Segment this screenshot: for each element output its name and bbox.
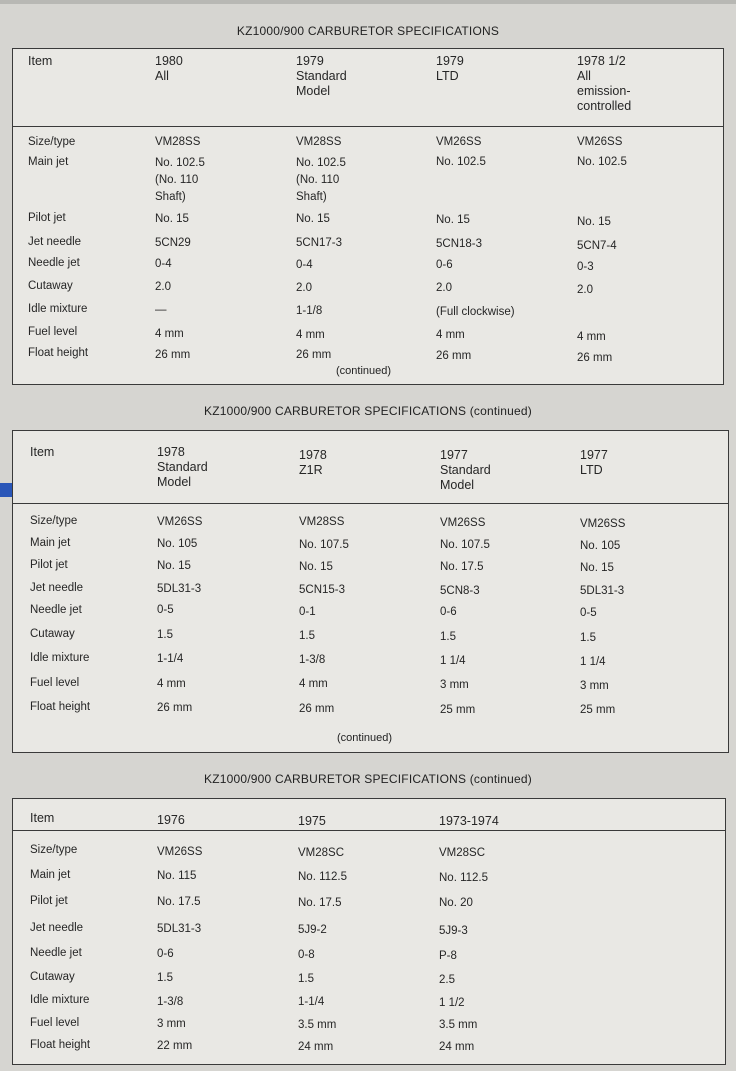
- table-3-cell: No. 17.5: [157, 896, 201, 908]
- table-2-cell: 5CN15-3: [299, 584, 346, 596]
- table-3: [12, 798, 726, 1065]
- table-3-row-label: Needle jet: [30, 947, 82, 959]
- table-1-cell: No. 102.5 (No. 110 Shaft): [155, 157, 205, 203]
- table-2-cell: VM28SS: [299, 516, 345, 528]
- table-2-cell: 0-5: [157, 604, 174, 616]
- table-2-cell: No. 15: [299, 561, 333, 573]
- table-1-cell: 5CN18-3: [436, 238, 483, 250]
- table-1-continued-note: (continued): [336, 365, 392, 377]
- table-1-cell: No. 15: [436, 214, 470, 226]
- table-2-cell: 3 mm: [580, 680, 609, 692]
- table-1-cell: No. 15: [155, 213, 189, 225]
- table-1-cell: 0-4: [296, 259, 313, 271]
- table-1-cell: 26 mm: [296, 349, 332, 361]
- table-3-row-label: Float height: [30, 1039, 91, 1051]
- table-3-cell: 22 mm: [157, 1040, 193, 1052]
- table-2-cell: 1 1/4: [440, 655, 466, 667]
- table-1-cell: VM26SS: [436, 136, 482, 148]
- table-1-cell: No. 15: [577, 216, 611, 228]
- table-3-row-label: Cutaway: [30, 971, 75, 983]
- table-2-cell: VM26SS: [157, 516, 203, 528]
- table-2-cell: 4 mm: [157, 678, 186, 690]
- table-2-row-label: Fuel level: [30, 677, 80, 689]
- table-3-row-label: Main jet: [30, 869, 71, 881]
- table-1-cell: 2.0: [155, 281, 171, 293]
- table-1-row-label: Main jet: [28, 156, 69, 168]
- table-2-row-label: Cutaway: [30, 628, 75, 640]
- table-2-row-label: Jet needle: [30, 582, 84, 594]
- table-1-cell: No. 102.5: [436, 156, 486, 168]
- table-3-cell: 1 1/2: [439, 997, 465, 1009]
- table-3-cell: 24 mm: [439, 1041, 475, 1053]
- table-2-row-label: Pilot jet: [30, 559, 68, 571]
- table-3-cell: P-8: [439, 950, 457, 962]
- table-1-cell: 4 mm: [436, 329, 465, 341]
- table-3-cell: 3.5 mm: [298, 1019, 337, 1031]
- table-1-header-col: 1978 1/2 All emission- controlled: [577, 54, 632, 113]
- table-1-cell: 26 mm: [577, 352, 613, 364]
- table-2-cell: 0-6: [440, 606, 457, 618]
- table-1-cell: 0-4: [155, 258, 172, 270]
- table-2-row-label: Idle mixture: [30, 652, 90, 664]
- table-1-header-col: 1979 Standard Model: [296, 54, 347, 98]
- table-2-row-label: Float height: [30, 701, 91, 713]
- table-1-cell: 4 mm: [577, 331, 606, 343]
- table-3-cell: 5J9-3: [439, 925, 468, 937]
- top-edge-rule: [0, 0, 736, 4]
- table-2-row-label: Needle jet: [30, 604, 82, 616]
- table-1-row-label: Jet needle: [28, 236, 82, 248]
- table-3-header-rule: [13, 830, 725, 831]
- table-1-cell: 1-1/8: [296, 305, 323, 317]
- table-3-row-label: Pilot jet: [30, 895, 68, 907]
- table-1-cell: 5CN7-4: [577, 240, 617, 252]
- table-1-header-rule: [13, 126, 723, 127]
- table-3-cell: 1.5: [298, 973, 314, 985]
- table-2-cell: 0-5: [580, 607, 597, 619]
- table-3-cell: No. 20: [439, 897, 473, 909]
- table-2-cell: No. 105: [157, 538, 198, 550]
- table-1-cell: VM28SS: [155, 136, 201, 148]
- table-1-row-label: Idle mixture: [28, 303, 88, 315]
- table-2-row-label: Main jet: [30, 537, 71, 549]
- table-3-cell: No. 17.5: [298, 897, 342, 909]
- table-2-cell: No. 15: [157, 560, 191, 572]
- table-3-cell: 3 mm: [157, 1018, 186, 1030]
- table-3-header-col: 1976: [157, 813, 185, 827]
- table-1-header-col: 1980 All: [155, 54, 183, 83]
- table-2-cell: VM26SS: [440, 517, 486, 529]
- table-2-cell: VM26SS: [580, 518, 626, 530]
- table-3-header-col: 1973-1974: [439, 814, 499, 828]
- table-2-cell: 26 mm: [299, 703, 335, 715]
- table-2-cell: 1.5: [299, 630, 315, 642]
- table-3-cell: 3.5 mm: [439, 1019, 478, 1031]
- table-1-header-col: 1979 LTD: [436, 54, 464, 83]
- table-3-row-label: Fuel level: [30, 1017, 80, 1029]
- table-1-title: KZ1000/900 CARBURETOR SPECIFICATIONS: [236, 24, 500, 38]
- table-3-cell: 0-6: [157, 948, 174, 960]
- table-3-title: KZ1000/900 CARBURETOR SPECIFICATIONS (continued): [204, 772, 532, 786]
- table-1-cell: (Full clockwise): [436, 306, 515, 318]
- table-3-cell: No. 115: [157, 870, 197, 882]
- table-1-cell: 5CN29: [155, 237, 191, 249]
- table-3-cell: 5DL31-3: [157, 923, 202, 935]
- table-2-cell: 1 1/4: [580, 656, 606, 668]
- table-2-header-rule: [13, 503, 728, 504]
- table-1-cell: 0-6: [436, 259, 453, 271]
- table-2-cell: 5CN8-3: [440, 585, 480, 597]
- table-2-title: KZ1000/900 CARBURETOR SPECIFICATIONS (continued): [204, 404, 532, 418]
- table-3-cell: VM26SS: [157, 846, 203, 858]
- table-1-cell: 26 mm: [436, 350, 472, 362]
- table-3-cell: 1-3/8: [157, 996, 184, 1008]
- table-1-row-label: Needle jet: [28, 257, 80, 269]
- table-3-cell: 2.5: [439, 974, 455, 986]
- table-3-cell: No. 112.5: [298, 871, 348, 883]
- table-3-cell: 24 mm: [298, 1041, 334, 1053]
- table-2-cell: 1-1/4: [157, 653, 184, 665]
- table-2-row-label: Size/type: [30, 515, 78, 527]
- table-1-cell: 2.0: [436, 282, 452, 294]
- table-1-row-label: Pilot jet: [28, 212, 66, 224]
- left-edge-mark: [0, 483, 12, 497]
- table-3-row-label: Idle mixture: [30, 994, 90, 1006]
- table-2-cell: 0-1: [299, 606, 316, 618]
- table-2-cell: 4 mm: [299, 678, 328, 690]
- table-1-row-label: Size/type: [28, 136, 76, 148]
- table-2-continued-note: (continued): [337, 732, 393, 744]
- table-2-cell: 25 mm: [580, 704, 616, 716]
- table-2-header-col: 1978 Standard Model: [157, 445, 208, 489]
- table-2-cell: 1-3/8: [299, 654, 326, 666]
- table-2-cell: 1.5: [440, 631, 456, 643]
- table-1-header-item: Item: [28, 54, 53, 68]
- table-2-cell: No. 15: [580, 562, 614, 574]
- table-2-cell: 3 mm: [440, 679, 469, 691]
- table-1-cell: 2.0: [296, 282, 312, 294]
- table-1-cell: —: [155, 304, 167, 316]
- table-1-cell: No. 102.5: [577, 156, 627, 168]
- table-3-cell: 5J9-2: [298, 924, 327, 936]
- table-1-cell: 0-3: [577, 261, 594, 273]
- table-1-cell: 26 mm: [155, 349, 191, 361]
- table-3-row-label: Size/type: [30, 844, 78, 856]
- table-2-cell: 5DL31-3: [157, 583, 202, 595]
- table-3-header-col: 1975: [298, 814, 326, 828]
- table-3-header-item: Item: [30, 811, 55, 825]
- table-1-cell: VM26SS: [577, 136, 623, 148]
- table-3-row-label: Jet needle: [30, 922, 84, 934]
- table-2-cell: 26 mm: [157, 702, 193, 714]
- table-2-cell: 1.5: [157, 629, 173, 641]
- table-3-cell: 1.5: [157, 972, 173, 984]
- table-1: [12, 48, 724, 385]
- table-2-cell: No. 107.5: [299, 539, 349, 551]
- table-1-cell: No. 15: [296, 213, 330, 225]
- table-2-cell: No. 107.5: [440, 539, 490, 551]
- table-2-cell: 1.5: [580, 632, 596, 644]
- table-1-cell: VM28SS: [296, 136, 342, 148]
- table-2-header-col: 1977 LTD: [580, 448, 608, 477]
- table-1-cell: 5CN17-3: [296, 237, 343, 249]
- table-3-cell: 0-8: [298, 949, 315, 961]
- table-1-row-label: Cutaway: [28, 280, 73, 292]
- table-2-cell: No. 17.5: [440, 561, 484, 573]
- table-3-cell: VM28SC: [439, 847, 486, 859]
- table-1-cell: 4 mm: [296, 329, 325, 341]
- table-2-header-col: 1978 Z1R: [299, 448, 327, 477]
- table-1-cell: 4 mm: [155, 328, 184, 340]
- table-1-cell: No. 102.5 (No. 110 Shaft): [296, 157, 346, 203]
- table-2-header-item: Item: [30, 445, 55, 459]
- table-2-cell: No. 105: [580, 540, 621, 552]
- table-3-cell: VM28SC: [298, 847, 345, 859]
- table-1-row-label: Float height: [28, 347, 89, 359]
- table-1-row-label: Fuel level: [28, 326, 78, 338]
- table-3-cell: 1-1/4: [298, 996, 325, 1008]
- table-3-cell: No. 112.5: [439, 872, 489, 884]
- table-2: [12, 430, 729, 753]
- table-1-cell: 2.0: [577, 284, 593, 296]
- table-2-cell: 5DL31-3: [580, 585, 625, 597]
- table-2-cell: 25 mm: [440, 704, 476, 716]
- table-2-header-col: 1977 Standard Model: [440, 448, 491, 492]
